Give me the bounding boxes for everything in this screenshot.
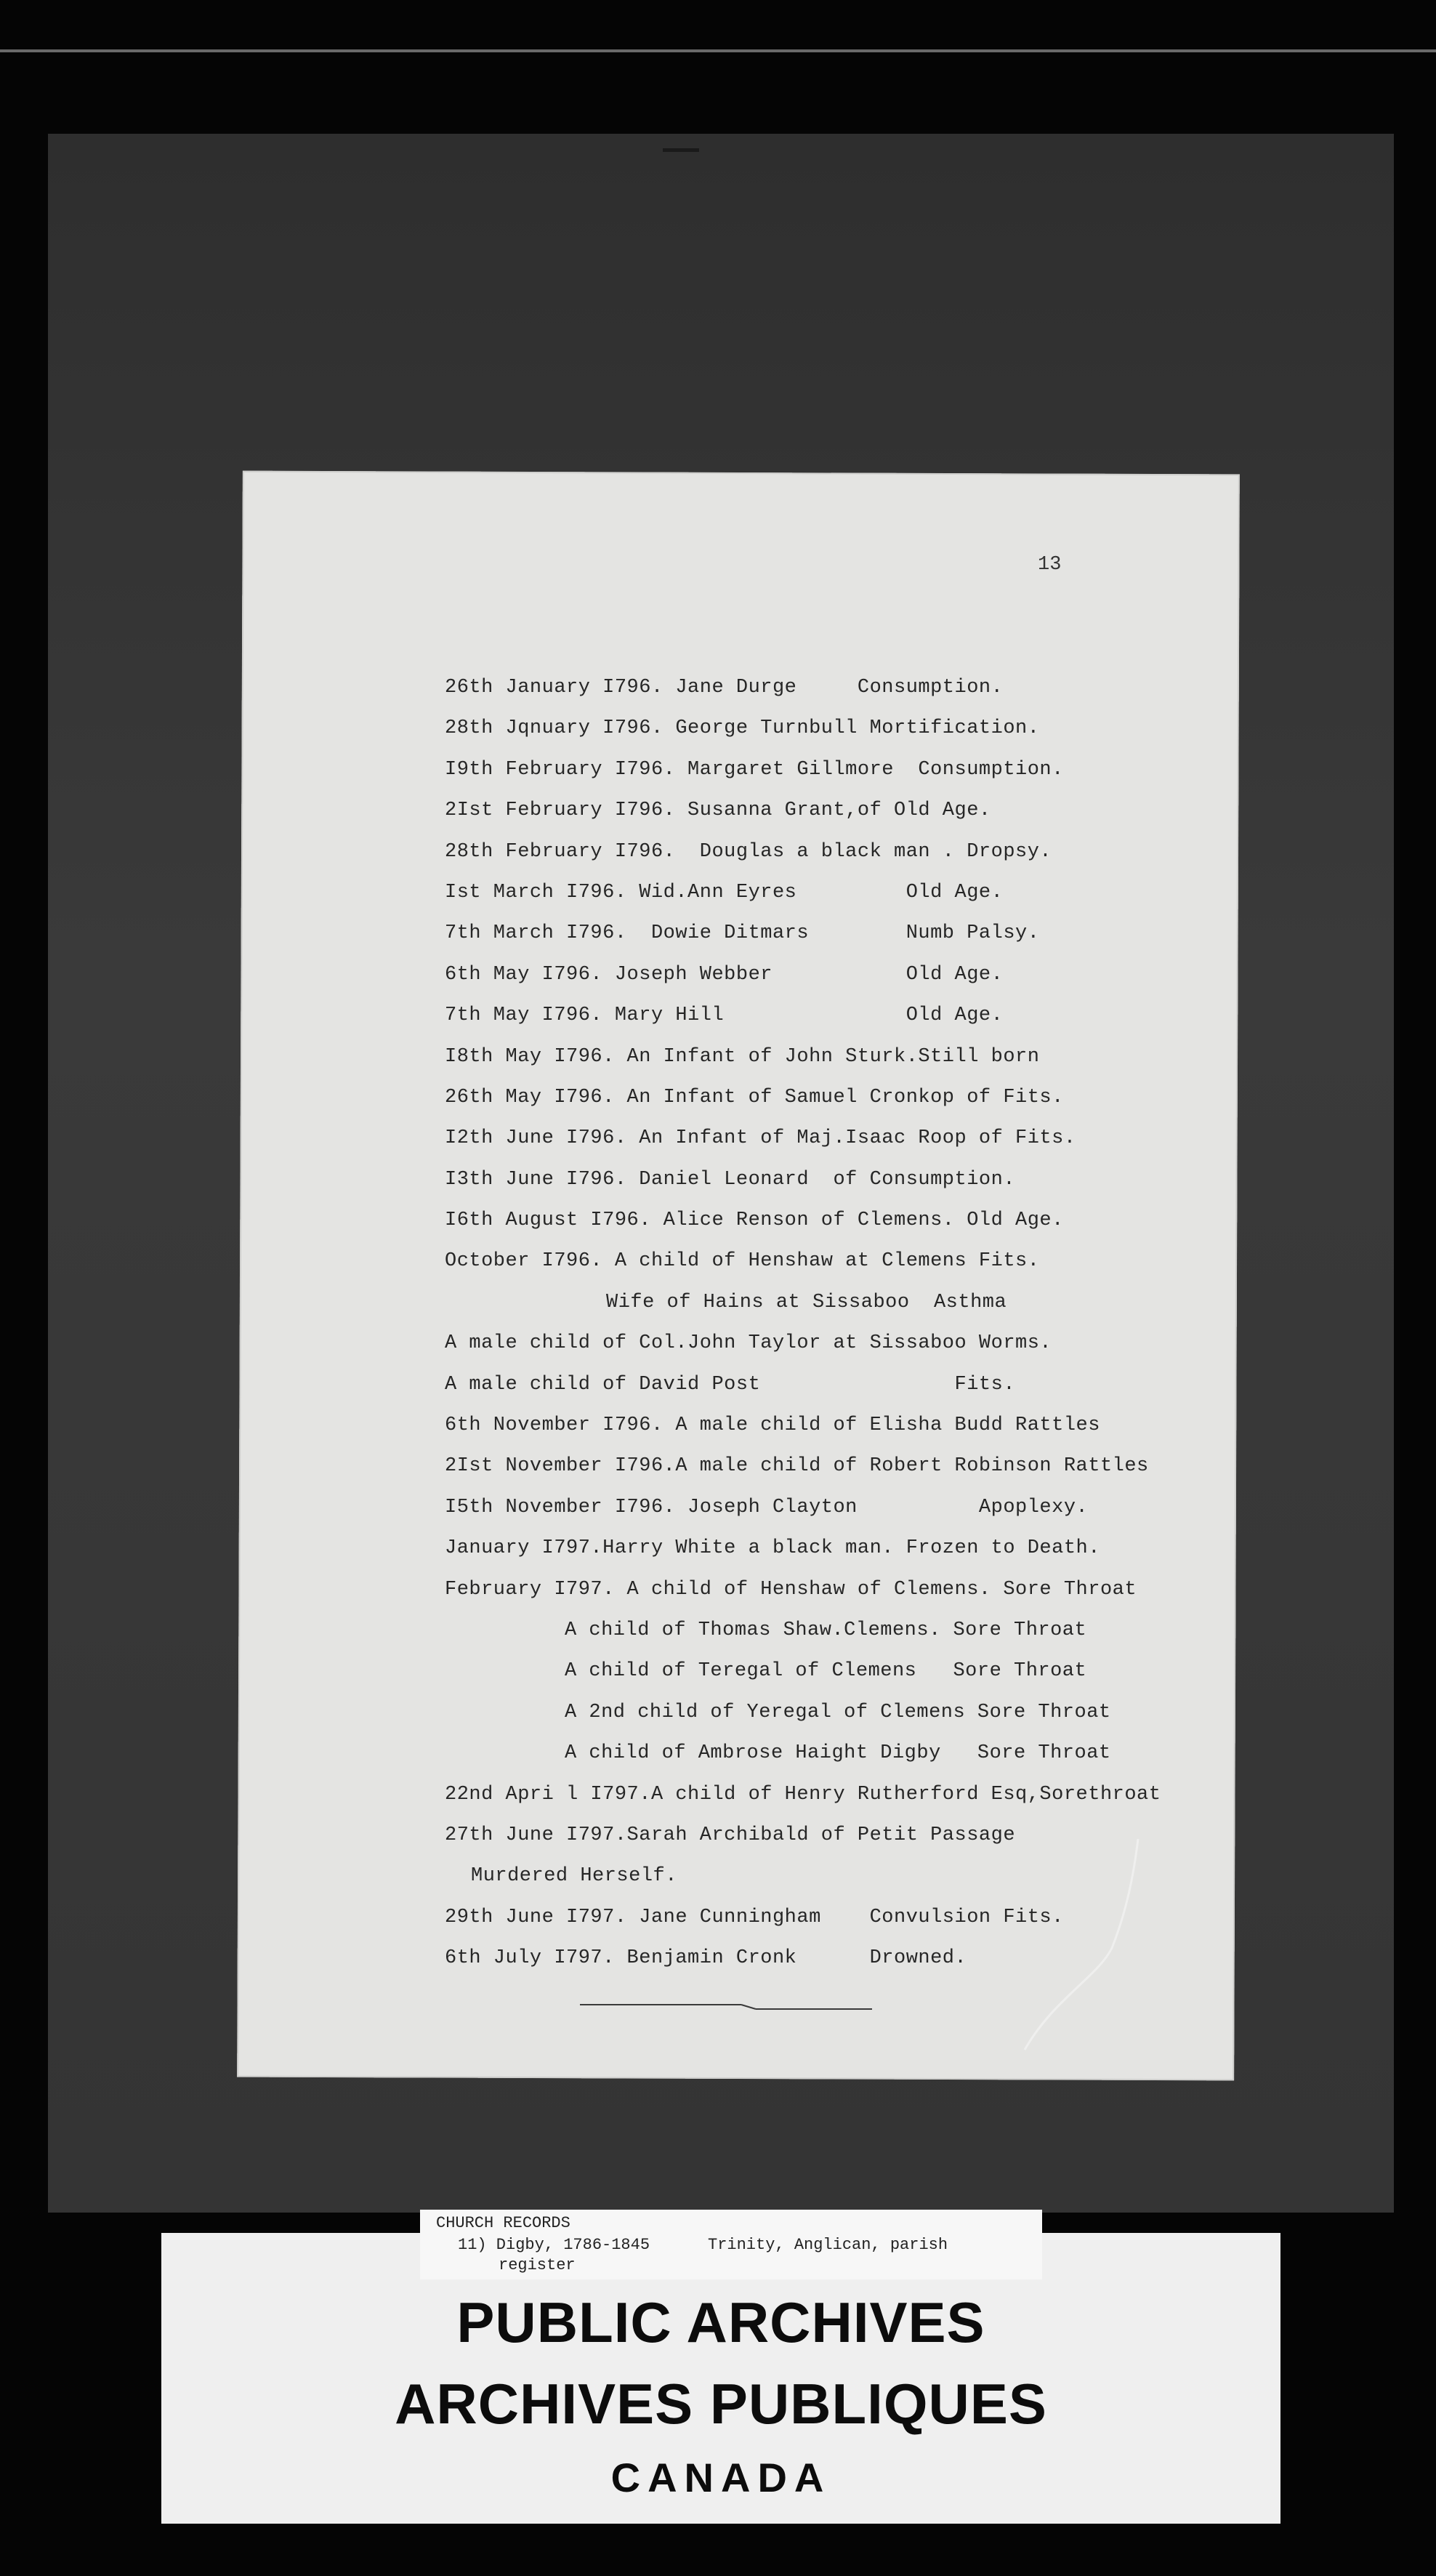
- register-entry: I3th June I796. Daniel Leonard of Consumption.: [445, 1168, 1016, 1191]
- register-entry: 6th July I797. Benjamin Cronk Drowned.: [445, 1947, 967, 1970]
- archive-label-french: ARCHIVES PUBLIQUES: [395, 2372, 1047, 2436]
- archive-label-country: CANADA: [610, 2455, 831, 2500]
- frame-notch: [663, 148, 699, 152]
- register-entry: A male child of Col.John Taylor at Sissaboo Worms.: [445, 1332, 1052, 1355]
- register-entry: 26th May I796. An Infant of Samuel Cronkop of Fits.: [445, 1086, 1064, 1108]
- register-entry: 6th November I796. A male child of Elisha Budd Rattles: [445, 1414, 1100, 1437]
- register-entry: 7th May I796. Mary Hill Old Age.: [445, 1005, 1004, 1027]
- register-entry: A male child of David Post Fits.: [445, 1373, 1016, 1396]
- register-entry: 28th February I796. Douglas a black man . Dropsy.: [445, 840, 1052, 863]
- register-entry: 6th May I796. Joseph Webber Old Age.: [445, 963, 1004, 986]
- register-entry: I6th August I796. Alice Renson of Clemens. Old Age.: [445, 1209, 1064, 1232]
- register-entry: 2Ist November I796.A male child of Robert Robinson Rattles: [445, 1455, 1149, 1478]
- register-entry: 2Ist February I796. Susanna Grant,of Old Age.: [445, 800, 991, 822]
- page-number: 13: [1038, 554, 1062, 576]
- register-entry: 28th Jqnuary I796. George Turnbull Mortification.: [445, 717, 1040, 740]
- paper-crease-mark: [1010, 1832, 1155, 2064]
- register-entries: [445, 667, 1201, 1979]
- register-entry: 7th March I796. Dowie Ditmars Numb Palsy.: [445, 922, 1040, 945]
- register-entry: I5th November I796. Joseph Clayton Apoplexy.: [445, 1496, 1089, 1518]
- register-entry: I8th May I796. An Infant of John Sturk.Still born: [445, 1045, 1040, 1068]
- register-entry: Ist March I796. Wid.Ann Eyres Old Age.: [445, 881, 1004, 903]
- register-entry: A child of Teregal of Clemens Sore Throat: [565, 1660, 1087, 1683]
- index-card-description-cont: register: [499, 2256, 576, 2274]
- end-of-entries-rule: [574, 2000, 879, 2015]
- register-entry: A child of Ambrose Haight Digby Sore Throat: [565, 1742, 1111, 1765]
- register-entry: Wife of Hains at Sissaboo Asthma: [606, 1291, 1007, 1313]
- register-entry: A child of Thomas Shaw.Clemens. Sore Throat: [565, 1619, 1087, 1641]
- index-card: [420, 2210, 1042, 2279]
- index-card-description: Trinity, Anglican, parish: [708, 2236, 948, 2254]
- register-entry: January I797.Harry White a black man. Frozen to Death.: [445, 1537, 1100, 1560]
- archive-label-english: PUBLIC ARCHIVES: [456, 2290, 985, 2354]
- register-entry: February I797. A child of Henshaw of Clemens. Sore Throat: [445, 1578, 1137, 1601]
- film-top-rule: [0, 49, 1436, 52]
- index-card-entry: 11) Digby, 1786-1845: [458, 2236, 650, 2254]
- register-entry: 29th June I797. Jane Cunningham Convulsion Fits.: [445, 1906, 1064, 1928]
- register-entry: Murdered Herself.: [471, 1865, 677, 1888]
- register-entry: I9th February I796. Margaret Gillmore Consumption.: [445, 758, 1064, 781]
- register-entry: October I796. A child of Henshaw at Clemens Fits.: [445, 1250, 1040, 1273]
- register-entry: A 2nd child of Yeregal of Clemens Sore Throat: [565, 1701, 1111, 1723]
- register-entry: 22nd Apri l I797.A child of Henry Rutherford Esq,Sorethroat: [445, 1783, 1161, 1806]
- register-entry: I2th June I796. An Infant of Maj.Isaac Roop of Fits.: [445, 1127, 1076, 1150]
- register-entry: 26th January I796. Jane Durge Consumption.: [445, 677, 1004, 699]
- register-entry: 27th June I797.Sarah Archibald of Petit Passage: [445, 1824, 1016, 1846]
- index-card-heading: CHURCH RECORDS: [436, 2214, 570, 2232]
